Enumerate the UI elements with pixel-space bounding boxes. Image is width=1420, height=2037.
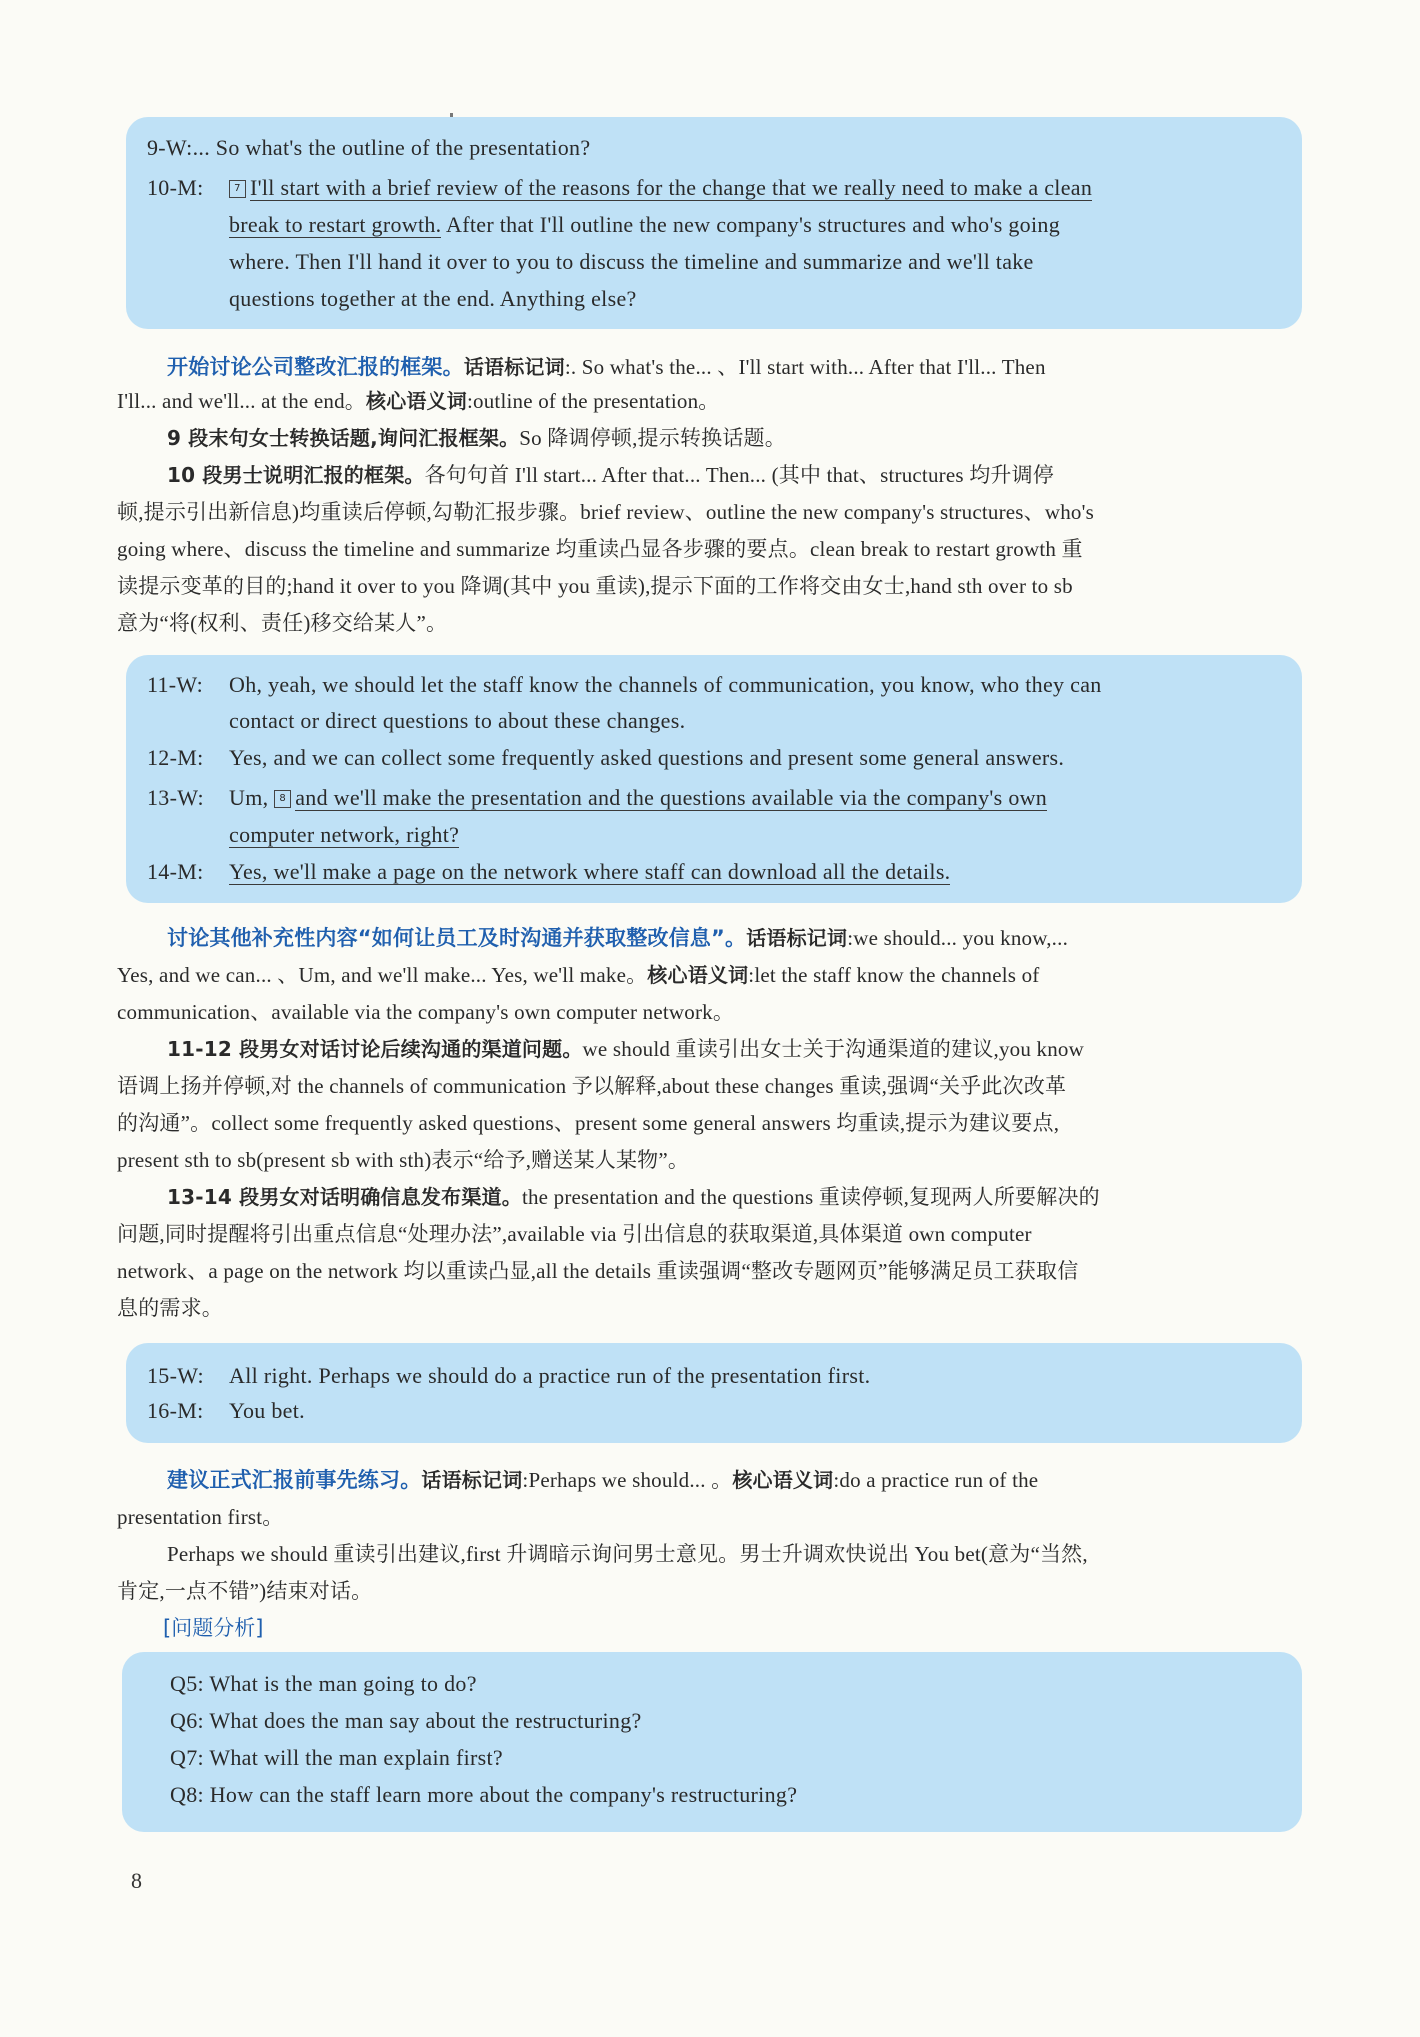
analysis-3-line-1: 10 段男士说明汇报的框架。各句句首 I'll start... After that... Then... (其中 that、structures 均升调停 — [167, 463, 1054, 487]
analysis-2-line-1: 9 段末句女士转换话题,询问汇报框架。So 降调停顿,提示转换话题。 — [167, 426, 786, 450]
analysis-6-line-2: 问题,同时提醒将引出重点信息“处理办法”,available via 引出信息的获取渠道,具体渠道 own computer — [117, 1222, 1032, 1246]
line-13-cont: computer network, right? — [229, 822, 460, 847]
analysis-3-line-2: 顿,提示引出新信息)均重读后停顿,勾勒汇报步骤。brief review、outline the new company's structures、who's — [117, 500, 1094, 524]
analysis-1-line-1: 开始讨论公司整改汇报的框架。话语标记词:. So what's the... 、I'll start with... After that I'll... Then — [167, 355, 1046, 379]
line-10-cont-3: questions together at the end. Anything else? — [229, 286, 637, 311]
analysis-5-line-2: 语调上扬并停顿,对 the channels of communication 予以解释,about these changes 重读,强调“关乎此次改革 — [117, 1074, 1067, 1098]
question-marker-7: 7 — [229, 180, 246, 198]
analysis-3-line-3: going where、discuss the timeline and summarize 均重读凸显各步骤的要点。clean break to restart growth 重 — [117, 537, 1083, 561]
line-10: 10-M: 7 I'll start with a brief review of the reasons for the change that we really need to make a clean — [147, 175, 1093, 200]
analysis-4-line-1: 讨论其他补充性内容“如何让员工及时沟通并获取整改信息”。话语标记词:we should... you know,... — [167, 926, 1069, 950]
line-9: 9-W:... So what's the outline of the presentation? — [147, 135, 591, 160]
line-15: 15-W: All right. Perhaps we should do a practice run of the presentation first. — [147, 1363, 871, 1388]
analysis-8-line-1: Perhaps we should 重读引出建议,first 升调暗示询问男士意见。男士升调欢快说出 You bet(意为“当然, — [167, 1542, 1088, 1566]
analysis-8-line-2: 肯定,一点不错”)结束对话。 — [117, 1579, 373, 1603]
analysis-3-line-5: 意为“将(权利、责任)移交给某人”。 — [117, 611, 448, 635]
analysis-6-line-4: 息的需求。 — [117, 1296, 223, 1320]
analysis-5-line-1: 11-12 段男女对话讨论后续沟通的渠道问题。we should 重读引出女士关于沟通渠道的建议,you know — [167, 1037, 1084, 1061]
dialogue-box-3 — [126, 1343, 1302, 1443]
line-10-cont-2: where. Then I'll hand it over to you to discuss the timeline and summarize and we'll take — [229, 249, 1034, 274]
analysis-7-line-2: presentation first。 — [117, 1505, 284, 1529]
question-q5: Q5: What is the man going to do? — [170, 1671, 477, 1696]
line-10-cont-1: break to restart growth. After that I'll outline the new company's structures and who's going — [229, 212, 1060, 237]
question-q7: Q7: What will the man explain first? — [170, 1745, 503, 1770]
question-q6: Q6: What does the man say about the restructuring? — [170, 1708, 642, 1733]
analysis-3-line-4: 读提示变革的目的;hand it over to you 降调(其中 you 重读),提示下面的工作将交由女士,hand sth over to sb — [117, 574, 1073, 598]
analysis-5-line-4: present sth to sb(present sb with sth)表示“给予,赠送某人某物”。 — [117, 1148, 690, 1172]
analysis-1-line-2: I'll... and we'll... at the end。核心语义词:outline of the presentation。 — [117, 389, 720, 413]
analysis-4-line-2: Yes, and we can... 、Um, and we'll make... Yes, we'll make。核心语义词:let the staff know the channels of — [117, 963, 1040, 987]
line-13: 13-W: Um, 8 and we'll make the presentation and the questions available via the company's own — [147, 785, 1048, 810]
page-number: 8 — [131, 1868, 142, 1893]
analysis-6-line-3: network、a page on the network 均以重读凸显,all the details 重读强调“整改专题网页”能够满足员工获取信 — [117, 1259, 1079, 1283]
line-14: 14-M: Yes, we'll make a page on the network where staff can download all the details. — [147, 859, 951, 884]
question-marker-8: 8 — [274, 790, 291, 808]
line-16: 16-M: You bet. — [147, 1398, 305, 1423]
question-analysis-heading: [问题分析] — [163, 1616, 264, 1640]
analysis-4-line-3: communication、available via the company's own computer network。 — [117, 1000, 735, 1024]
line-11: 11-W: Oh, yeah, we should let the staff know the channels of communication, you know, who they can — [147, 672, 1102, 697]
analysis-6-line-1: 13-14 段男女对话明确信息发布渠道。the presentation and the questions 重读停顿,复现两人所要解决的 — [167, 1185, 1100, 1209]
line-12: 12-M: Yes, and we can collect some frequently asked questions and present some general answers. — [147, 745, 1065, 770]
analysis-7-line-1: 建议正式汇报前事先练习。话语标记词:Perhaps we should... 。核心语义词:do a practice run of the — [167, 1468, 1039, 1492]
line-11-cont: contact or direct questions to about these changes. — [229, 708, 686, 733]
question-q8: Q8: How can the staff learn more about the company's restructuring? — [170, 1782, 798, 1807]
analysis-5-line-3: 的沟通”。collect some frequently asked questions、present some general answers 均重读,提示为建议要点, — [117, 1111, 1060, 1135]
